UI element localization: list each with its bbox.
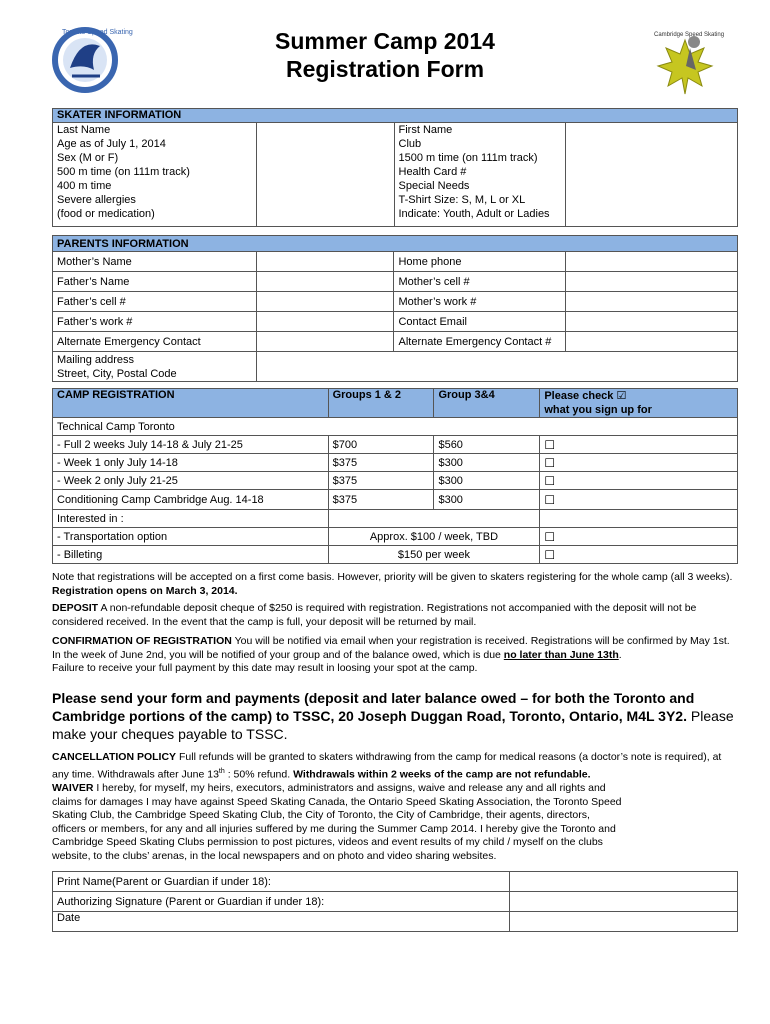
col-header-check [540,389,738,418]
print-name-field[interactable] [510,872,738,892]
deposit-label: DEPOSIT [52,602,99,614]
interested-in-label: Interested in : [53,510,329,528]
waiver-line: Cambridge Speed Skating Clubs permission to post pictures, videos and event results of my child / myself on the clubs [52,836,603,848]
parents-info-table [52,235,738,382]
confirmation-text2: Failure to receive your full payment by this date may result in loosing your spot at the camp. [52,662,478,674]
svg-text:Toronto Speed Skating: Toronto Speed Skating [62,29,133,36]
price-full-g34: $560 [434,436,540,454]
label-tshirt-category: Indicate: Youth, Adult or Ladies [398,208,550,220]
mothers-work-field[interactable] [566,292,738,312]
label-400m: 400 m time [57,180,112,192]
mothers-cell-field[interactable] [566,272,738,292]
mailing-address-field[interactable] [256,352,737,382]
checkbox-week1[interactable]: ☐ [540,454,738,472]
col-header-groups-3-4: Group 3&4 [434,389,540,418]
checkbox-week2[interactable]: ☐ [540,472,738,490]
label-alt-emergency-number: Alternate Emergency Contact # [394,332,566,352]
price-week2-g12: $375 [328,472,434,490]
label-allergies: Severe allergies [57,194,136,206]
billeting-price: $150 per week [328,546,540,564]
check-header-line1: Please check ☑ [544,390,627,402]
camp-registration-table [52,388,738,564]
fathers-name-field[interactable] [256,272,394,292]
checkbox-billeting[interactable]: ☐ [540,546,738,564]
label-date: Date [53,912,510,932]
label-first-name: First Name [398,124,453,136]
confirmation-label: CONFIRMATION OF REGISTRATION [52,635,232,647]
camp-option-full: - Full 2 weeks July 14-18 & July 21-25 [53,436,329,454]
cancellation-label: CANCELLATION POLICY [52,751,177,763]
technical-camp-title: Technical Camp Toronto [53,418,738,436]
contact-email-field[interactable] [566,312,738,332]
billeting-label: - Billeting [53,546,329,564]
cancellation-paragraph [52,751,740,782]
interested-blank-check [540,510,738,528]
check-header-line2: what you sign up for [544,404,652,416]
label-authorizing-signature: Authorizing Signature (Parent or Guardian if under 18): [53,892,510,912]
page-title-line2: Registration Form [285,56,485,82]
skater-section-title: SKATER INFORMATION [53,109,738,123]
label-allergies-note: (food or medication) [57,208,155,220]
label-health-card: Health Card # [398,166,467,178]
send-address: Please send your form and payments (deposit and later balance owed – for both the Toronto and Cambridge portions of the camp) to TSSC, 20 Joseph Duggan Road, Toronto, Ontario, M4L 3Y2. [52,690,695,724]
checkbox-full[interactable]: ☐ [540,436,738,454]
camp-section-title: CAMP REGISTRATION [53,389,329,418]
waiver-line: officers or members, for any and all injuries suffered by me during the Summer Camp 2014. I hereby give the Toronto and [52,822,616,835]
label-mothers-work: Mother’s work # [394,292,566,312]
label-alt-emergency-contact: Alternate Emergency Contact [53,332,257,352]
price-conditioning-g12: $375 [328,490,434,510]
cancellation-text2: : 50% refund. [227,768,291,780]
svg-text:Cambridge Speed Skating: Cambridge Speed Skating [654,32,725,38]
waiver-paragraph [52,782,740,863]
price-full-g12: $700 [328,436,434,454]
label-home-phone: Home phone [394,252,566,272]
mothers-name-field[interactable] [256,252,394,272]
camp-option-week2: - Week 2 only July 21-25 [53,472,329,490]
cancellation-sup: th [218,767,225,775]
label-mothers-cell: Mother’s cell # [394,272,566,292]
label-1500m: 1500 m time (on 111m track) [398,152,538,164]
registration-note-text: Note that registrations will be accepted on a first come basis. However, priority will be given to skaters registering for the whole camp (all 3 weeks). [52,571,733,583]
mailing-address-line1: Mailing address [57,353,135,366]
deposit-paragraph [52,602,740,629]
label-contact-email: Contact Email [394,312,566,332]
camp-option-week1: - Week 1 only July 14-18 [53,454,329,472]
label-mailing-address [53,352,257,382]
parents-section-title: PARENTS INFORMATION [53,236,738,252]
col-header-groups-1-2: Groups 1 & 2 [328,389,434,418]
label-print-name: Print Name(Parent or Guardian if under 18): [53,872,510,892]
skater-right-entry-field[interactable] [566,123,738,227]
waiver-line: claims for damages I may have against Speed Skating Canada, the Ontario Speed Skating Association, the Toronto Speed [52,795,622,808]
checkbox-transport[interactable]: ☐ [540,528,738,546]
waiver-line: website, to the clubs’ arenas, in the local newspapers and on photo and video sharing websites. [52,849,497,862]
confirmation-due-date: no later than June 13th [503,648,619,661]
skater-left-entry-field[interactable] [256,123,394,227]
label-fathers-name: Father’s Name [53,272,257,292]
waiver-label: WAIVER [52,782,94,794]
cancellation-text: Full refunds will be granted to skaters withdrawing from the camp for medical reasons (a doctor’s note is required), at any time. Withdrawals after June 13 [52,751,722,780]
payable-to: Please make your cheques payable to TSSC. [52,708,734,742]
label-last-name: Last Name [57,124,111,136]
price-week1-g12: $375 [328,454,434,472]
signature-table [52,871,738,932]
transport-option-label: - Transportation option [53,528,329,546]
registration-note [52,571,740,598]
mailing-address-line2: Street, City, Postal Code [57,367,177,380]
alt-emergency-contact-field[interactable] [256,332,394,352]
fathers-work-field[interactable] [256,312,394,332]
date-field[interactable] [510,912,738,932]
cancellation-bold: Withdrawals within 2 weeks of the camp are not refundable. [293,768,591,780]
page-title-line1: Summer Camp 2014 [275,28,495,54]
label-fathers-cell: Father’s cell # [53,292,257,312]
skater-left-labels [53,123,257,227]
waiver-line: Skating Club, the Cambridge Speed Skating Club, the City of Toronto, the City of Cambridge, their agents, directors, [52,809,590,821]
signature-field[interactable] [510,892,738,912]
price-week1-g34: $300 [434,454,540,472]
alt-emergency-number-field[interactable] [566,332,738,352]
label-age: Age as of July 1, 2014 [57,138,166,150]
label-special-needs: Special Needs [398,180,470,192]
camp-option-conditioning: Conditioning Camp Cambridge Aug. 14-18 [53,490,329,510]
confirmation-text: You will be notified via email when your registration is received. Registrations will be confirmed by May 1st. In the week of June 2nd, you will be notified of your group and of the balance owed, which is due [52,635,730,661]
label-fathers-work: Father’s work # [53,312,257,332]
registration-opens-date: Registration opens on March 3, 2014. [52,584,238,597]
send-instructions [52,689,742,743]
transport-price: Approx. $100 / week, TBD [328,528,540,546]
label-mothers-name: Mother’s Name [53,252,257,272]
confirmation-end: . [618,648,622,661]
skater-right-labels [394,123,566,227]
label-club: Club [398,138,422,150]
confirmation-paragraph [52,635,740,676]
fathers-cell-field[interactable] [256,292,394,312]
checkbox-conditioning[interactable]: ☐ [540,490,738,510]
skater-info-table [52,108,738,227]
label-500m: 500 m time (on 111m track) [57,166,190,178]
label-sex: Sex (M or F) [57,152,119,164]
deposit-text: A non-refundable deposit cheque of $250 is required with registration. Registrations not accompanied with the deposit will not be considered received. In the event that the camp is full, your deposit will be returned by mail. [52,602,697,628]
label-tshirt-size: T-Shirt Size: S, M, L or XL [398,194,526,206]
price-week2-g34: $300 [434,472,540,490]
interested-blank [328,510,540,528]
price-conditioning-g34: $300 [434,490,540,510]
waiver-line: I hereby, for myself, my heirs, executors, administrators and assigns, waive and release any and all rights and [96,782,606,794]
home-phone-field[interactable] [566,252,738,272]
